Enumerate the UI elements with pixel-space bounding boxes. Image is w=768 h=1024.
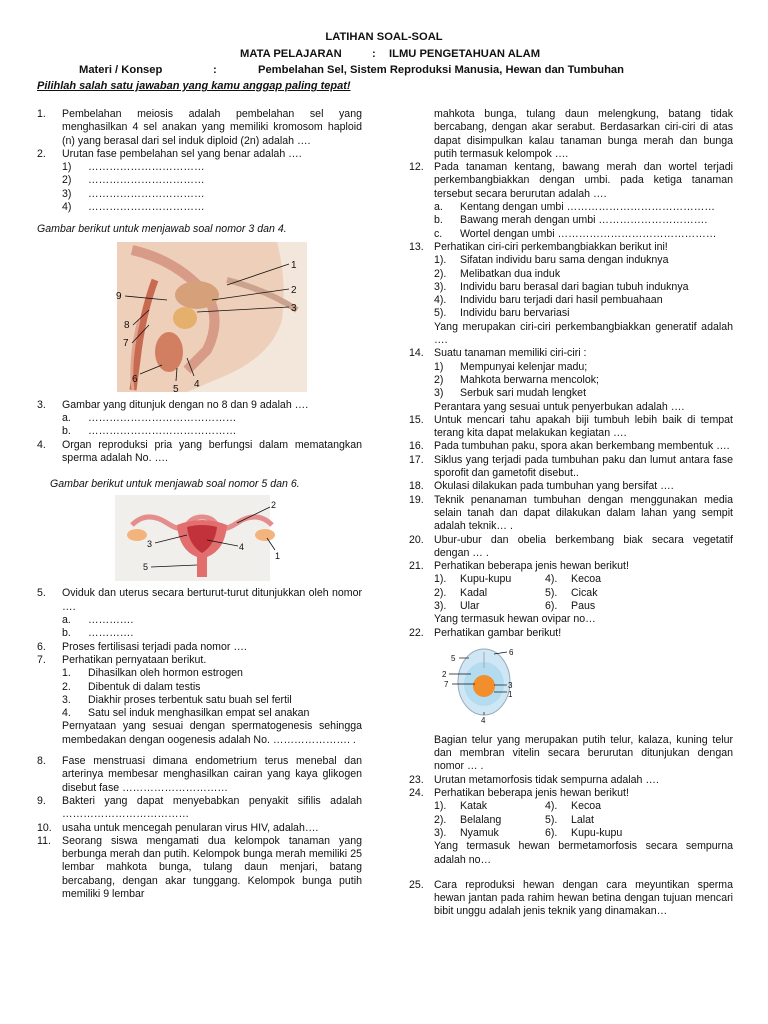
question-21-prompt: Yang termasuk hewan ovipar no…: [434, 613, 596, 626]
statement-item: 4. Satu sel induk menghasilkan empat sel anakan: [62, 707, 310, 720]
worksheet-title: LATIHAN SOAL-SOAL: [325, 31, 443, 43]
answer-blank: a. ……………………………………: [62, 411, 237, 424]
question-16: 16. Pada tumbuhan paku, spora akan berkembang membentuk ….: [409, 440, 730, 453]
figure-label: 3: [147, 539, 153, 550]
question-5: 5. Oviduk dan uterus secara berturut-turut ditunjukkan oleh nomor ….: [37, 587, 362, 613]
answer-blank: 3) ……………………………: [62, 187, 205, 200]
statement-item: 1. Dihasilkan oleh hormon estrogen: [62, 667, 243, 680]
figure-label: 1: [291, 259, 297, 271]
statement-item: 4). Individu baru terjadi dari hasil pembuahaan: [434, 294, 663, 307]
question-6: 6. Proses fertilisasi terjadi pada nomor ….: [37, 640, 247, 653]
question-14: 14. Suatu tanaman memiliki ciri-ciri :: [409, 347, 587, 360]
question-13-prompt: Yang merupakan ciri-ciri perkembangbiakkan generatif adalah ….: [434, 320, 733, 347]
question-4: 4. Organ reproduksi pria yang berfungsi dalam mematangkan sperma adalah No. ….: [37, 438, 362, 464]
question-7: 7. Perhatikan pernyataan berikut.: [37, 653, 207, 666]
question-text: Urutan fase pembelahan sel yang benar adalah ….: [62, 147, 302, 160]
statement-item: 1). Sifatan individu baru sama dengan induknya: [434, 254, 669, 267]
question-21: 21. Perhatikan beberapa jenis hewan berikut!: [409, 560, 629, 573]
left-column: [37, 108, 362, 901]
question-22: 22. Perhatikan gambar berikut!: [409, 626, 562, 639]
animal-list-row: 3). Nyamuk 6). Kupu-kupu: [434, 826, 623, 839]
answer-blank: b. ……………………………………: [62, 425, 237, 438]
question-11: 11. Seorang siswa mengamati dua kelompok tanaman yang berbunga merah dan putih. Kelompok bunga merah memiliki 25 lembar mahkota bunga, tulang daun menjari, batang bercabang, dengan akar tunggang. Kelompok bunga putih memiliki 9 lembar: [37, 834, 362, 900]
statement-item: 2). Melibatkan dua induk: [434, 267, 561, 280]
figure-label: 2: [291, 284, 297, 296]
animal-list-row: 2). Kadal 5). Cicak: [434, 586, 598, 599]
question-11-continued: mahkota bunga, tulang daun melengkung, batang tidak bercabang, dengan akar serabut. Berdasarkan ciri-ciri di atas dapat disimpulkan kalau tanaman bunga merah dan bunga putih termasuk kelompok ….: [434, 108, 733, 160]
animal-list-row: 1). Katak 4). Kecoa: [434, 800, 602, 813]
subject-separator: :: [372, 48, 376, 60]
question-13: 13. Perhatikan ciri-ciri perkembangbiakkan berikut ini!: [409, 240, 668, 253]
figure-label: 4: [194, 378, 200, 390]
figure-label: 6: [132, 373, 138, 385]
figure-label: 5: [173, 383, 179, 395]
question-text: Pembelahan meiosis adalah pembelahan sel yang menghasilkan 4 sel anakan yang memiliki kromosom haploid (n) yang berasal dari sel induk diploid (2n) adalah ….: [62, 108, 362, 147]
answer-blank: c. Wortel dengan umbi ………………………………………: [434, 227, 717, 240]
question-24-prompt: Yang termasuk hewan bermetamorfosis secara sempurna adalah no…: [434, 840, 733, 866]
figure-label: 5: [143, 562, 149, 573]
statement-item: 3) Serbuk sari mudah lengket: [434, 387, 587, 400]
statement-item: 3. Diakhir proses terbentuk satu buah sel fertil: [62, 693, 292, 706]
statement-item: 2) Mahkota berwarna mencolok;: [434, 373, 599, 386]
figure-label: 4: [481, 715, 486, 724]
question-25: 25. Cara reproduksi hewan dengan cara meyuntikan sperma hewan jantan pada rahim hewan betina dengan tujuan mencari bibit unggu adalah jenis teknik yang dinamakan…: [409, 878, 733, 918]
male-reproductive-figure: [37, 240, 362, 395]
instruction: Pilihlah salah satu jawaban yang kamu anggap paling tepat!: [37, 80, 351, 92]
figure-label: 3: [291, 302, 297, 314]
answer-blank: b. ………….: [62, 627, 134, 640]
figure-label: 7: [444, 679, 449, 689]
question-23: 23. Urutan metamorfosis tidak sempurna adalah ….: [409, 773, 659, 786]
figure-label: 7: [123, 337, 129, 349]
figure-label: 9: [116, 290, 122, 302]
question-15: 15. Untuk mencari tahu apakah biji tumbuh lebih baik di tempat terang kita dapat melakukan kegiatan ….: [409, 413, 733, 440]
figure-label: 2: [271, 500, 277, 511]
figure-label: 5: [451, 653, 456, 663]
question-14-prompt: Perantara yang sesuai untuk penyerbukan adalah ….: [434, 400, 685, 413]
answer-blank: a. Kentang dengan umbi ……………………………………: [434, 201, 715, 214]
answer-blank: a. ………….: [62, 614, 134, 627]
question-17: 17. Siklus yang terjadi pada tumbuhan paku dan lumut antara fase sporofit dan gametofit disebut..: [409, 453, 733, 480]
egg-figure: [409, 640, 733, 724]
figure-caption: Gambar berikut untuk menjawab soal nomor 5 dan 6.: [50, 478, 300, 491]
question-number: 2.: [37, 147, 46, 160]
topic-value: Pembelahan Sel, Sistem Reproduksi Manusia, Hewan dan Tumbuhan: [258, 64, 624, 76]
figure-label: 1: [508, 689, 513, 699]
animal-list-row: 1). Kupu-kupu 4). Kecoa: [434, 573, 602, 586]
statement-item: 2. Dibentuk di dalam testis: [62, 680, 201, 693]
subject-value: ILMU PENGETAHUAN ALAM: [389, 48, 541, 60]
figure-label: 3: [508, 680, 513, 690]
answer-blank: 4) ……………………………: [62, 201, 205, 214]
question-12: 12. Pada tanaman kentang, bawang merah dan wortel terjadi perkembangbiakkan dengan umbi. pada ketiga tanaman tersebut secara berurutan adalah ….: [409, 161, 733, 200]
figure-label: 4: [239, 542, 245, 553]
female-reproductive-figure: [37, 495, 362, 583]
question-18: 18. Okulasi dilakukan pada tumbuhan yang bersifat ….: [409, 480, 674, 493]
question-9: 9. Bakteri yang dapat menyebabkan penyakit sifilis adalah ………………………………: [37, 794, 362, 821]
question-19: 19. Teknik penanaman tumbuhan dengan menggunakan media selain tanah dan dapat dilakukan dalam lahan yang sempit adalah teknik… .: [409, 493, 733, 533]
answer-blank: b. Bawang merah dengan umbi ………………………….: [434, 214, 708, 227]
figure-label: 8: [124, 319, 130, 331]
topic-label: Materi / Konsep: [79, 64, 163, 76]
statement-item: 5). Individu baru bervariasi: [434, 307, 570, 320]
figure-label: 6: [509, 647, 514, 657]
question-3: 3. Gambar yang ditunjuk dengan no 8 dan 9 adalah ….: [37, 398, 309, 411]
answer-blank: 1) ……………………………: [62, 161, 205, 174]
figure-caption: Gambar berikut untuk menjawab soal nomor 3 dan 4.: [37, 223, 287, 236]
question-24: 24. Perhatikan beberapa jenis hewan berikut!: [409, 787, 629, 800]
subject-label: MATA PELAJARAN: [240, 48, 342, 60]
answer-blank: 2) ……………………………: [62, 174, 205, 187]
question-number: 1.: [37, 108, 46, 120]
figure-label: 1: [275, 551, 281, 562]
question-2: [37, 148, 362, 161]
statement-item: 1) Mempunyai kelenjar madu;: [434, 360, 588, 373]
topic-separator: :: [213, 64, 217, 76]
question-10: 10. usaha untuk mencegah penularan virus HIV, adalah….: [37, 821, 319, 834]
animal-list-row: 3). Ular 6). Paus: [434, 599, 596, 612]
right-column: [409, 108, 733, 919]
statement-item: 3). Individu baru berasal dari bagian tubuh induknya: [434, 280, 689, 293]
question-8: 8. Fase menstruasi dimana endometrium terus menebal dan arterinya membesar menghasilkan cairan yang kaya glikogen disebut fase …………………………: [37, 755, 362, 794]
animal-list-row: 2). Belalang 5). Lalat: [434, 813, 594, 826]
question-7-prompt: Pernyataan yang sesuai dengan spermatogenesis sehingga membedakan dengan oogenesis adalah No. …………………. .: [62, 720, 362, 746]
figure-label: 2: [442, 669, 447, 679]
question-22-prompt: Bagian telur yang merupakan putih telur, kalaza, kuning telur dan membran vitelin secara berurutan ditunjukan dengan nomor … .: [434, 733, 733, 773]
question-20: 20. Ubur-ubur dan obelia berkembang biak secara vegetatif dengan … .: [409, 533, 733, 559]
question-1: [37, 108, 362, 148]
